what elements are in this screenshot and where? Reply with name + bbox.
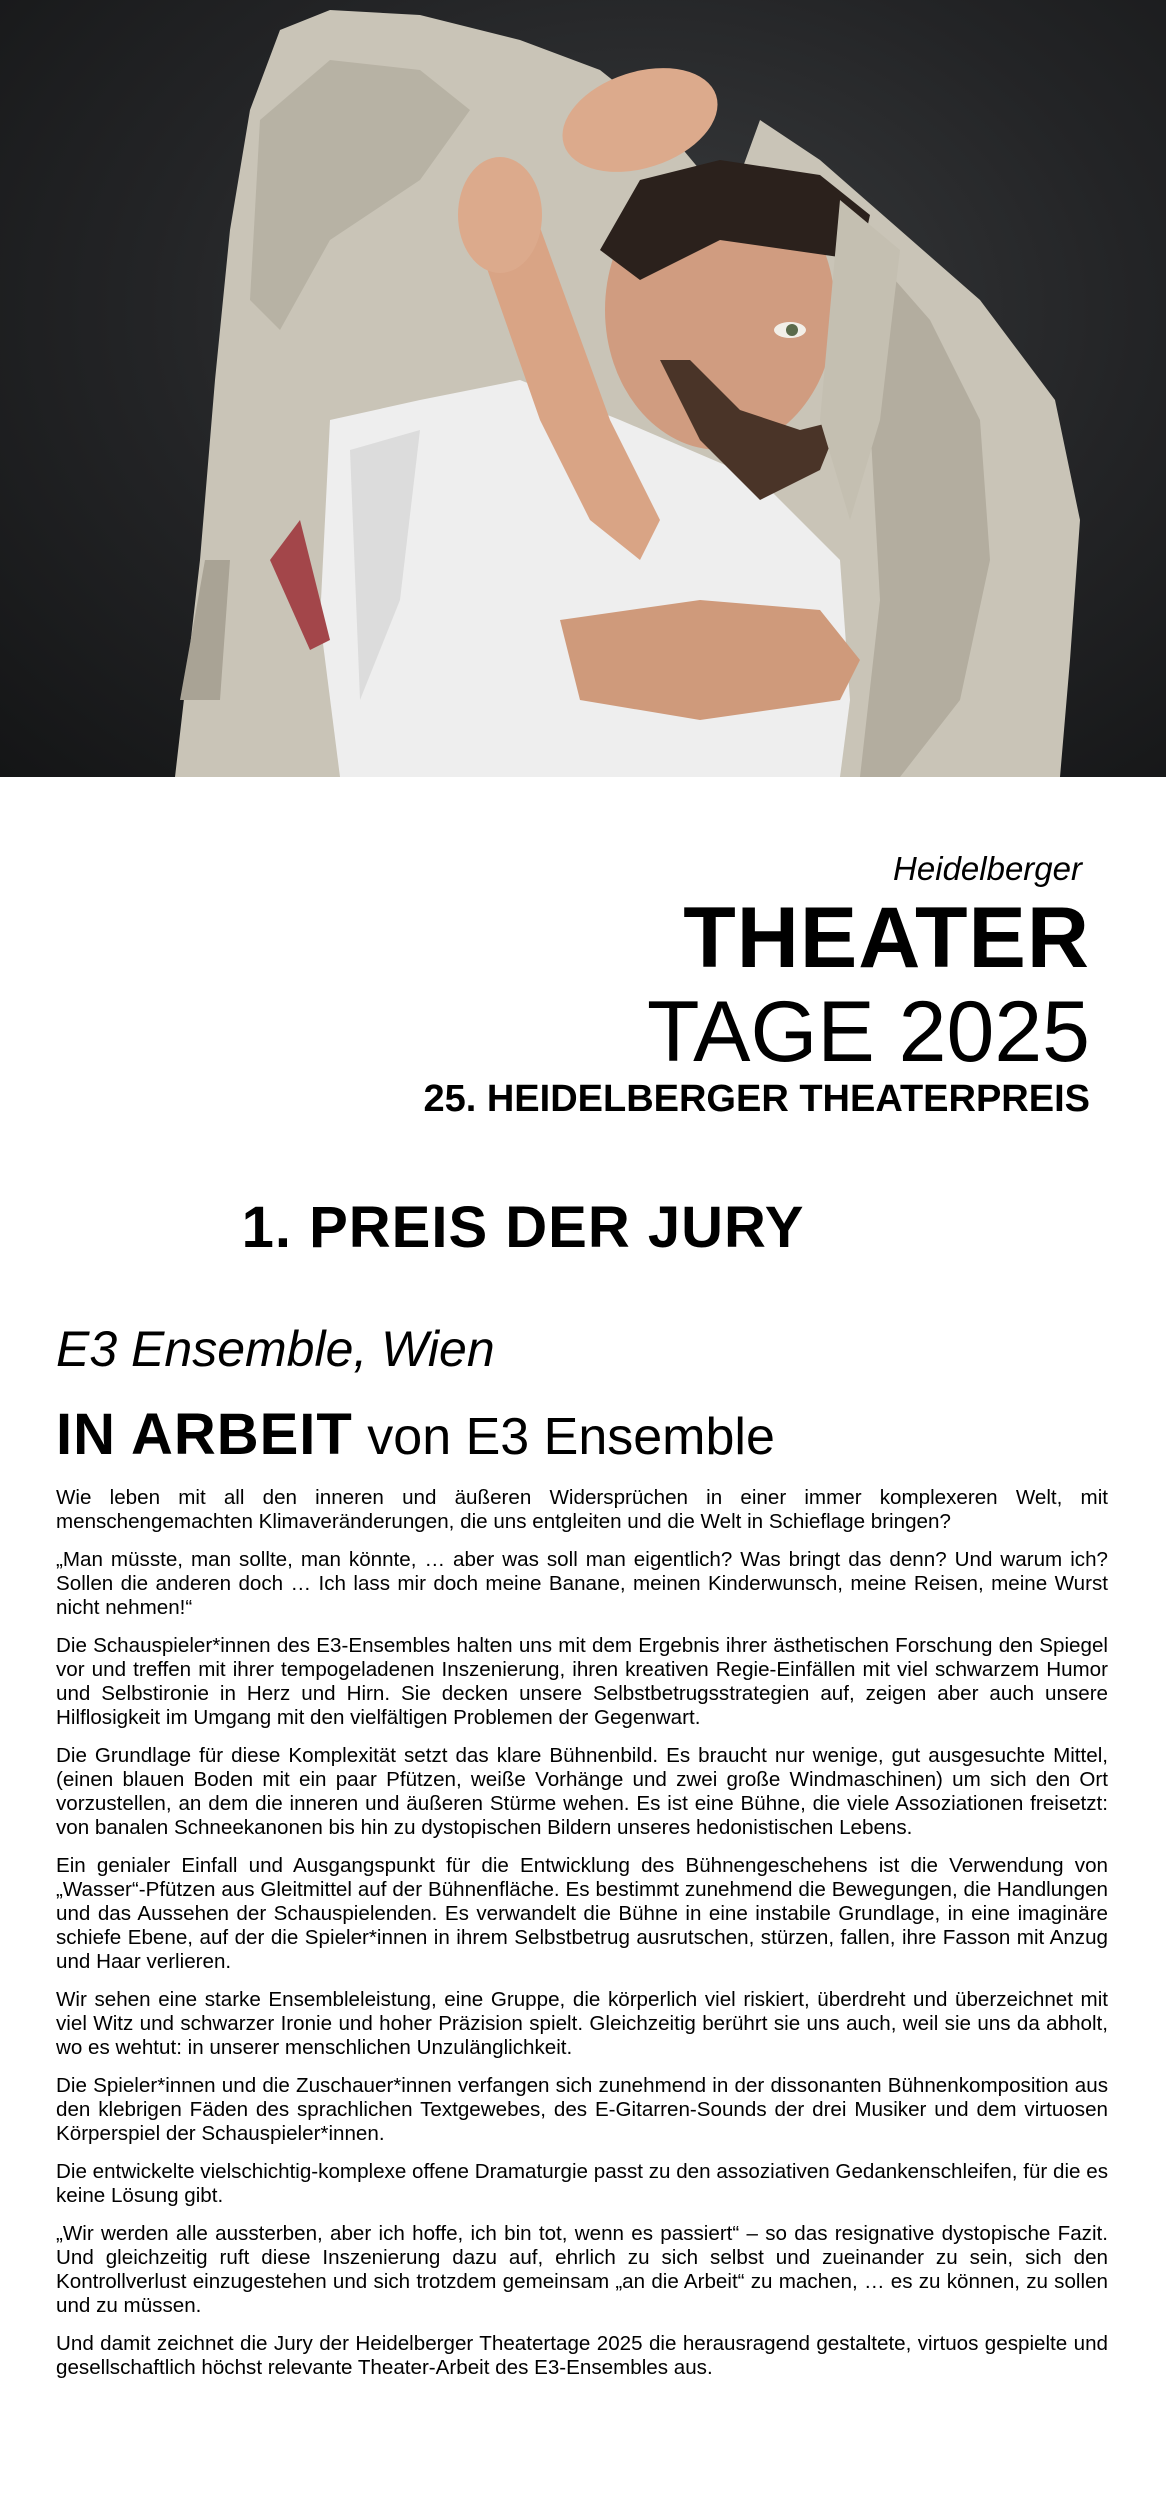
prize-heading: 25. HEIDELBERGER THEATERPREIS	[423, 1078, 1090, 1120]
paragraph: „Man müsste, man sollte, man könnte, … aber was soll man eigentlich? Was bringt das denn? Und warum ich? Sollen die anderen doch … Ich lass mir doch meine Banane, meinen Kinderwunsch, meine Reisen, meine Wurst nicht nehmen!“	[56, 1548, 1108, 1619]
paragraph: Die Spieler*innen und die Zuschauer*innen verfangen sich zunehmend in der dissonanten Bühnenkomposition aus den klebrigen Fäden des sprachlichen Textgewebes, des E-Gitarren-Sounds der drei Musiker und dem virtuosen Körperspiel der Schauspieler*innen.	[56, 2074, 1108, 2145]
paragraph: Ein genialer Einfall und Ausgangspunkt für die Entwicklung des Bühnengeschehens ist die Verwendung von „Wasser“-Pfützen aus Gleitmittel auf der Bühnenfläche. Es bestimmt zunehmend die Bewegungen, die Handlungen und das Aussehen der Schauspielenden. Es verwandelt die Bühne in eine instabile Grundlage, in eine imaginäre schiefe Ebene, auf der die Spieler*innen in ihrem Selbstbetrug ausrutschen, stürzen, fallen, ihre Fasson mit Anzug und Haar verlieren.	[56, 1854, 1108, 1973]
award-title: 1. PREIS DER JURY	[241, 1195, 805, 1260]
hero-photo	[0, 0, 1166, 777]
festival-title-line1: THEATER	[683, 890, 1090, 986]
festival-subtitle: Heidelberger	[893, 850, 1082, 887]
paragraph: Wie leben mit all den inneren und äußeren Widersprüchen in einer immer komplexeren Welt, mit menschengemachten Klimaveränderungen, die uns entgleiten und die Welt in Schieflage bringen?	[56, 1486, 1108, 1533]
paragraph: „Wir werden alle aussterben, aber ich hoffe, ich bin tot, wenn es passiert“ – so das resignative dystopische Fazit. Und gleichzeitig ruft diese Inszenierung dazu auf, ehrlich zu sich selbst und zueinander zu sein, sich den Kontrollverlust einzugestehen und sich trotzdem gemeinsam „an die Arbeit“ zu machen, … es zu können, zu sollen und zu müssen.	[56, 2222, 1108, 2317]
jury-statement	[56, 1486, 1108, 2394]
paragraph: Die entwickelte vielschichtig-komplexe offene Dramaturgie passt zu den assoziativen Gedankenschleifen, für die es keine Lösung gibt.	[56, 2160, 1108, 2207]
festival-title-line2: TAGE 2025	[647, 984, 1090, 1080]
production-title	[56, 1402, 775, 1470]
paragraph: Die Grundlage für diese Komplexität setzt das klare Bühnenbild. Es braucht nur wenige, gut ausgesuchte Mittel, (einen blauen Boden mit ein paar Pfützen, weiße Vorhänge und zwei große Windmaschinen) um sich den Ort vorzustellen, an dem die inneren und äußeren Stürme wehen. Es ist eine Bühne, die viele Assoziationen freisetzt: von banalen Schneekanonen bis hin zu dystopischen Bildern unseres hedonistischen Lebens.	[56, 1744, 1108, 1839]
festival-header	[423, 850, 1090, 1122]
ensemble-name: E3 Ensemble, Wien	[56, 1321, 495, 1377]
paragraph: Wir sehen eine starke Ensembleleistung, eine Gruppe, die körperlich viel riskiert, überdreht und überzeichnet mit viel Witz und schwarzer Ironie und hoher Präzision spielt. Gleichzeitig berührt sie uns auch, weil sie uns da abholt, wo es wehtut: in unserer menschlichen Unzulänglichkeit.	[56, 1988, 1108, 2059]
actor-portrait-image	[0, 0, 1166, 777]
paragraph: Und damit zeichnet die Jury der Heidelberger Theatertage 2025 die herausragend gestaltete, virtuos gespielte und gesellschaftlich höchst relevante Theater-Arbeit des E3-Ensembles aus.	[56, 2332, 1108, 2379]
production-byline: von E3 Ensemble	[352, 1408, 775, 1466]
paragraph: Die Schauspieler*innen des E3-Ensembles halten uns mit dem Ergebnis ihrer ästhetischen Forschung den Spiegel vor und treffen mit ihrer tempogeladenen Inszenierung, ihren kreativen Regie-Einfällen mit viel schwarzem Humor und Selbstironie in Herz und Hirn. Sie decken unsere Selbstbetrugsstrategien auf, zeigen aber auch unsere Hilflosigkeit im Umgang mit den vielfältigen Problemen der Gegenwart.	[56, 1634, 1108, 1729]
production-name: IN ARBEIT	[56, 1402, 353, 1467]
